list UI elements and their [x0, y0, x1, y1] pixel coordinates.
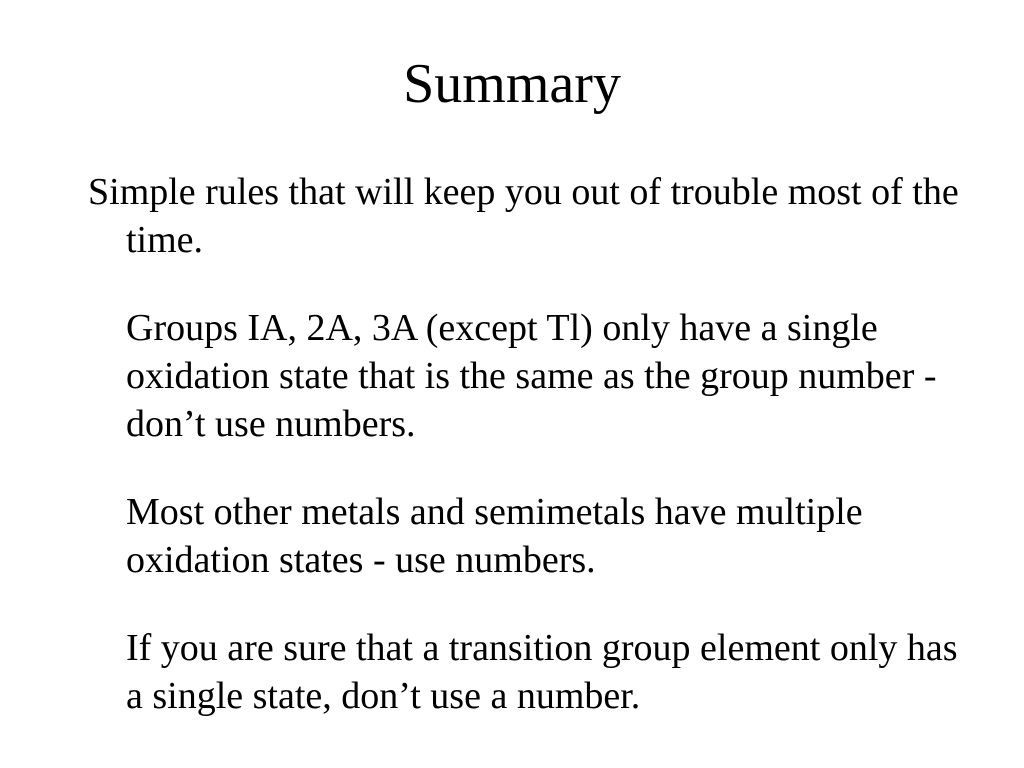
point-transition: If you are sure that a transition group element only has a single state, don’t use a number.: [126, 627, 958, 717]
point-other-metals: Most other metals and semimetals have multiple oxidation states - use numbers.: [126, 491, 863, 581]
lead-paragraph: Simple rules that will keep you out of trouble most of the time.: [88, 171, 959, 261]
slide-body: [88, 168, 968, 720]
point-groups: Groups IA, 2A, 3A (except Tl) only have a single oxidation state that is the same as the group number - don’t use numbers.: [126, 307, 937, 445]
slide-title: Summary: [403, 53, 621, 115]
